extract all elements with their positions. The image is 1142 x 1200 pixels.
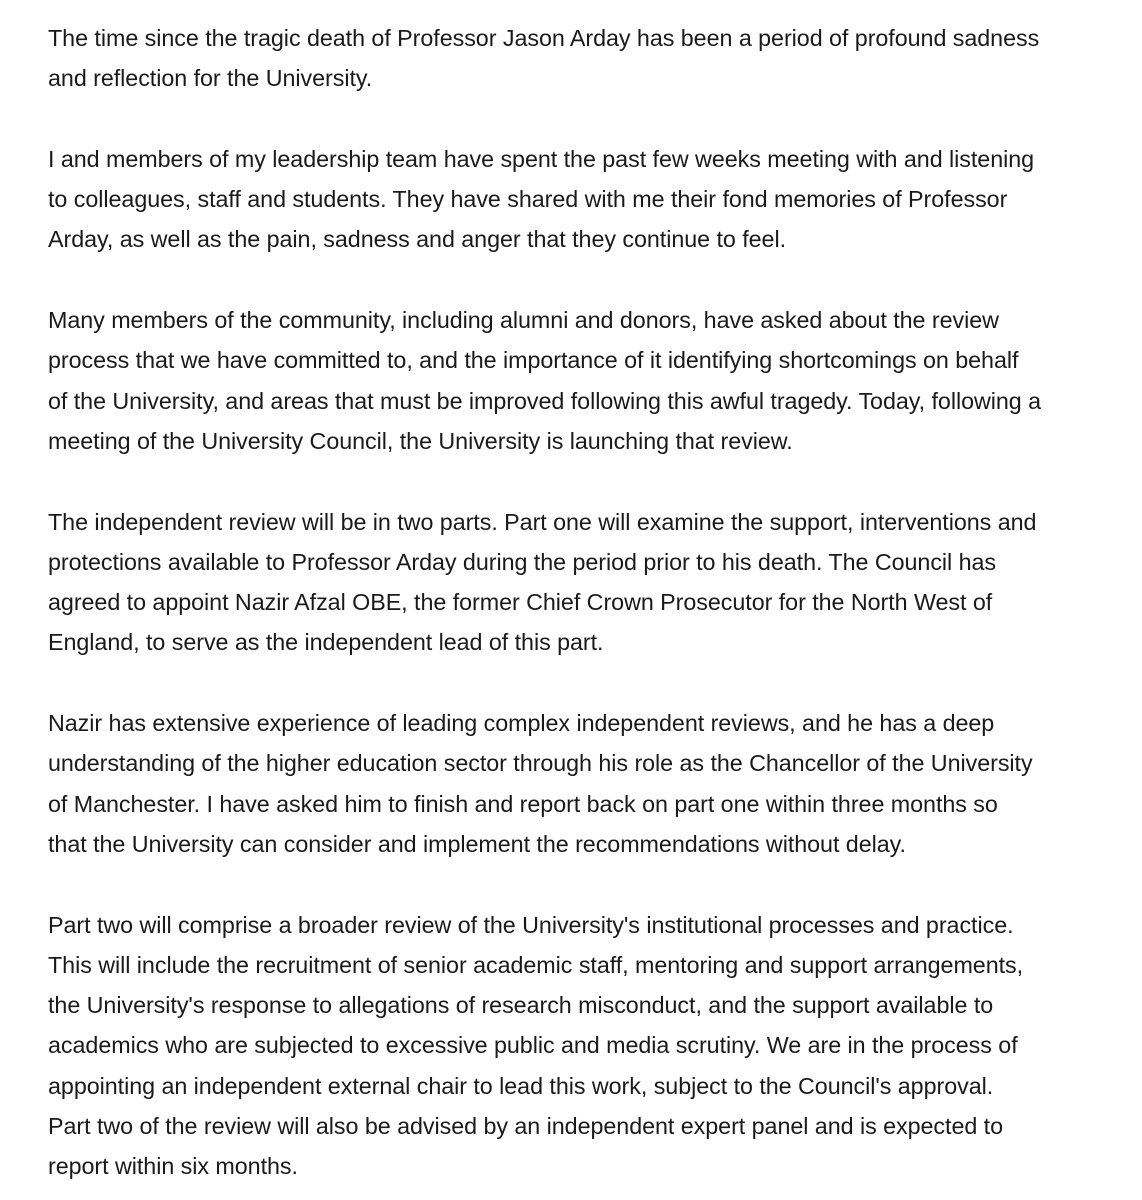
paragraph-6: Part two will comprise a broader review of the University's institutional processes and practice. This will include the recruitment of senior academic staff, mentoring and support arrangements, the University's response to allegations of research misconduct, and the support available to academics who are subjected to excessive public and media scrutiny. We are in the process of appointing an independent external chair to lead this work, subject to the Council's approval. Part two of the review will also be advised by an independent expert panel and is expected to report within six months. — [48, 911, 1024, 1180]
paragraph-5: Nazir has extensive experience of leading complex independent reviews, and he has a deep understanding of the higher education sector through his role as the Chancellor of the University of Manchester. I have asked him to finish and report back on part one within three months so that the University can consider and implement the recommendations without delay. — [48, 710, 1033, 857]
paragraph-1: The time since the tragic death of Professor Jason Arday has been a period of profound sadness and reflection for the University. — [48, 25, 1040, 92]
paragraph-4: The independent review will be in two parts. Part one will examine the support, interventions and protections available to Professor Arday during the period prior to his death. The Council has agreed to appoint Nazir Afzal OBE, the former Chief Crown Prosecutor for the North West of England, to serve as the independent lead of this part. — [48, 508, 1037, 656]
paragraph-3: Many members of the community, including alumni and donors, have asked about the review process that we have committed to, and the importance of it identifying shortcomings on behalf of the University, and areas that must be improved following this awful tragedy. Today, following a meeting of the University Council, the University is launching that review. — [48, 307, 1042, 454]
paragraph-2: I and members of my leadership team have spent the past few weeks meeting with and listening to colleagues, staff and students. They have shared with me their fond memories of Professor Arday, as well as the pain, sadness and anger that they continue to feel. — [48, 145, 1035, 253]
